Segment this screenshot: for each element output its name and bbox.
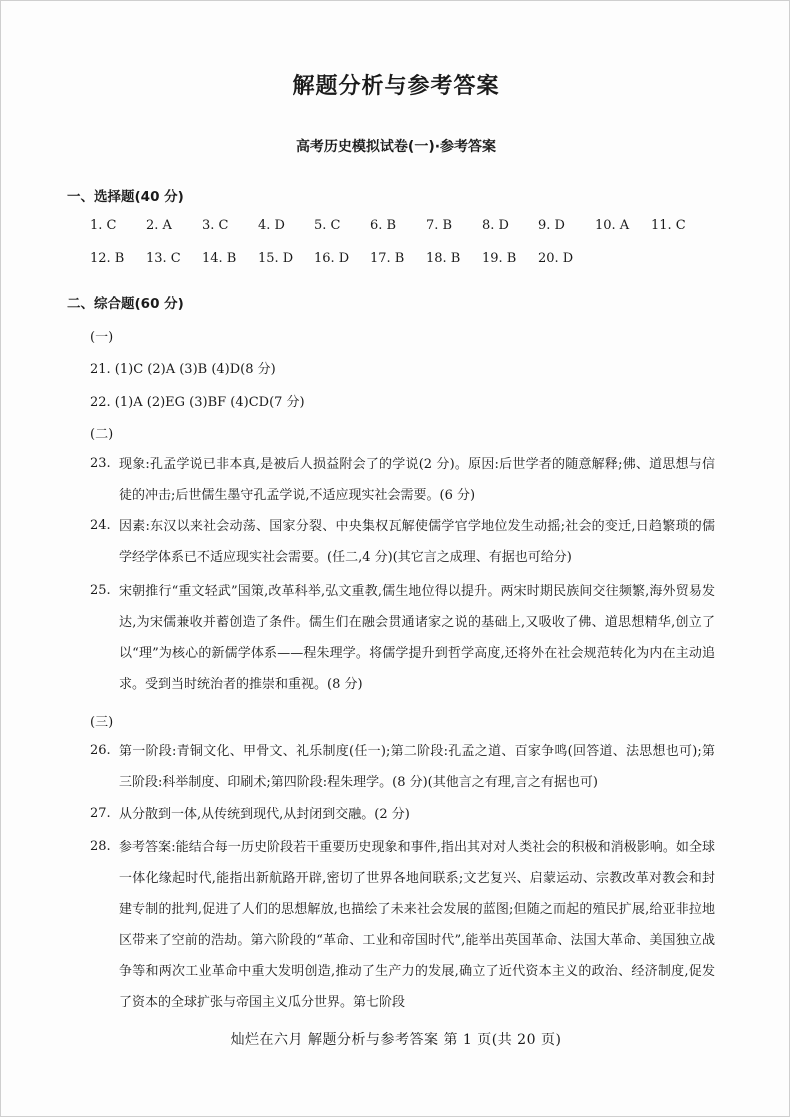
answer-item: 7. B xyxy=(426,218,453,233)
answer-item: 8. D xyxy=(482,218,509,233)
answer-item: 11. C xyxy=(651,218,686,233)
question-number: 26. xyxy=(90,743,111,758)
section-heading-choice: 一、选择题(40 分) xyxy=(67,189,184,205)
question-number: 25. xyxy=(90,583,111,598)
answer-item: 12. B xyxy=(90,251,125,266)
answer-item: 10. A xyxy=(595,218,630,233)
answer-item: 5. C xyxy=(314,218,341,233)
question-number: 23. xyxy=(90,456,111,471)
page-subtitle: 高考历史模拟试卷(一)·参考答案 xyxy=(295,139,497,155)
question-number: 28. xyxy=(90,839,111,854)
answer-q27: 从分散到一体,从传统到现代,从封闭到交融。(2 分) xyxy=(119,807,410,822)
answer-item: 2. A xyxy=(146,218,172,233)
answer-q24: 因素:东汉以来社会动荡、国家分裂、中央集权瓦解使儒学官学地位发生动摇;社会的变迁,日趋繁琐的儒学经学体系已不适应现实社会需要。(任二,4 分)(其它言之成理、有据也可给分) xyxy=(119,519,715,565)
answer-q21: 21. (1)C (2)A (3)B (4)D(8 分) xyxy=(90,362,276,377)
answer-item: 4. D xyxy=(258,218,285,233)
answer-item: 1. C xyxy=(90,218,117,233)
page-footer: 灿烂在六月 解题分析与参考答案 第 1 页(共 20 页) xyxy=(230,1032,562,1048)
answer-item: 6. B xyxy=(370,218,397,233)
answer-item: 13. C xyxy=(146,251,181,266)
answer-item: 17. B xyxy=(370,251,405,266)
answer-q25: 宋朝推行“重文轻武”国策,改革科举,弘文重教,儒生地位得以提升。两宋时期民族间交往频繁,海外贸易发达,为宋儒兼收并蓄创造了条件。儒生们在融会贯通诸家之说的基础上,又吸收了佛、道思想精华,创立了以“理”为核心的新儒学体系——程朱理学。将儒学提升到哲学高度,还将外在社会规范转化为内在主动追求。受到当时统治者的推崇和重视。(8 分) xyxy=(119,584,715,692)
page-title: 解题分析与参考答案 xyxy=(292,74,500,99)
answer-q28: 参考答案:能结合每一历史阶段若干重要历史现象和事件,指出其对对人类社会的积极和消极影响。如全球一体化缘起时代,能指出新航路开辟,密切了世界各地间联系;文艺复兴、启蒙运动、宗教改革对教会和封建专制的批判,促进了人们的思想解放,也描绘了未来社会发展的蓝图;但随之而起的殖民扩展,给亚非拉地区带来了空前的浩劫。第六阶段的“革命、工业和帝国时代”,能举出英国革命、法国大革命、美国独立战争等和两次工业革命中重大发明创造,推动了生产力的发展,确立了近代资本主义的政治、经济制度,促发了资本的全球扩张与帝国主义瓜分世界。第七阶段 xyxy=(119,840,715,1010)
question-number: 24. xyxy=(90,518,111,533)
answer-q26: 第一阶段:青铜文化、甲骨文、礼乐制度(任一);第二阶段:孔孟之道、百家争鸣(回答道、法思想也可);第三阶段:科举制度、印刷术;第四阶段:程朱理学。(8 分)(其他言之有理,言之有据也可) xyxy=(119,744,715,790)
question-number: 27. xyxy=(90,806,111,821)
group-label-3: (三) xyxy=(90,715,114,730)
answer-item: 16. D xyxy=(314,251,350,266)
answer-item: 20. D xyxy=(538,251,574,266)
answer-item: 18. B xyxy=(426,251,461,266)
answer-item: 19. B xyxy=(482,251,517,266)
group-label-1: (一) xyxy=(90,330,114,345)
answer-item: 9. D xyxy=(538,218,565,233)
answer-item: 3. C xyxy=(202,218,229,233)
answer-item: 15. D xyxy=(258,251,294,266)
group-label-2: (二) xyxy=(90,427,114,442)
answer-q22: 22. (1)A (2)EG (3)BF (4)CD(7 分) xyxy=(90,395,305,410)
answer-q23: 现象:孔孟学说已非本真,是被后人损益附会了的学说(2 分)。原因:后世学者的随意解释;佛、道思想与信徒的冲击;后世儒生墨守孔孟学说,不适应现实社会需要。(6 分) xyxy=(119,457,715,503)
section-heading-comprehensive: 二、综合题(60 分) xyxy=(67,296,184,312)
answer-item: 14. B xyxy=(202,251,237,266)
